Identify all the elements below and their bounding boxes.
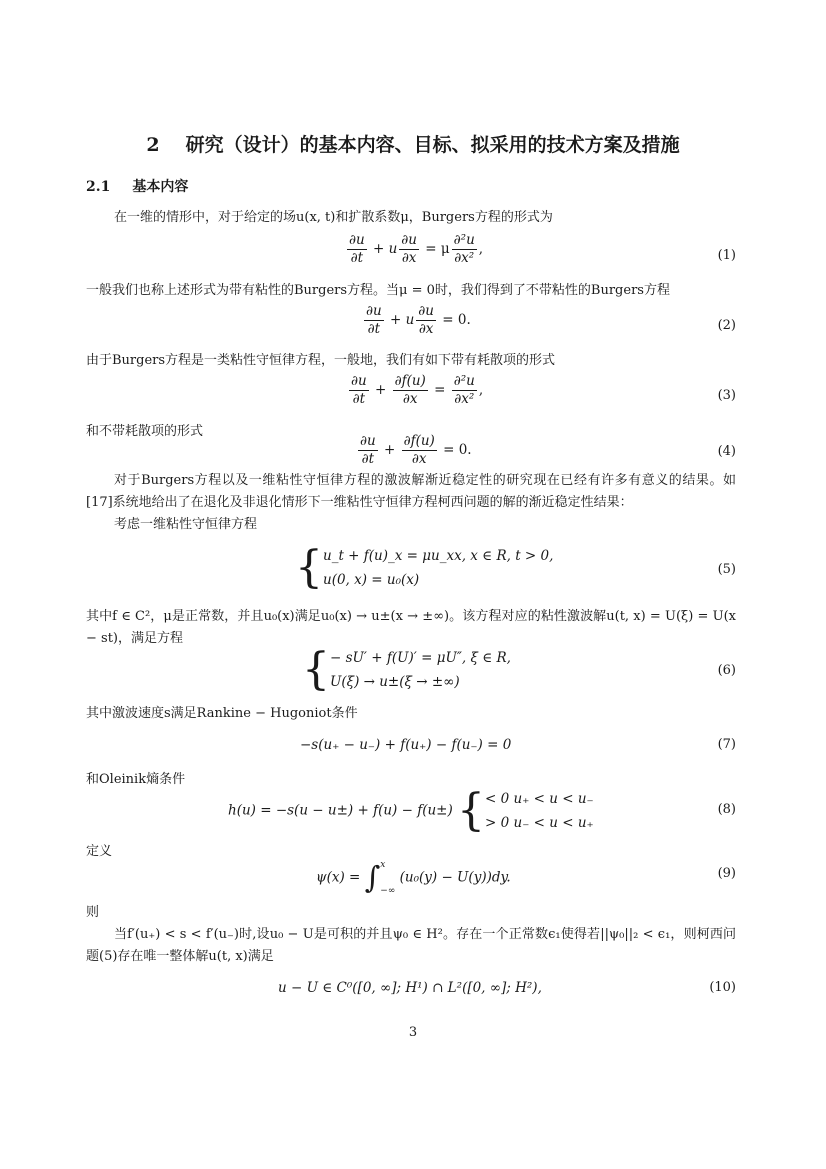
equation-10-number: (10) [709,980,736,995]
equation-5: { u_t + f(u)_x = μu_xx, x ∈ R, t > 0, u(0, x) = u₀(x) [295,542,554,593]
eq4-equals: = 0. [443,442,472,458]
equation-1-number: (1) [717,248,736,263]
page-number: 3 [408,1025,418,1040]
eq6-line-2: U(ξ) → u±(ξ → ±∞) [330,674,460,690]
equation-6-number: (6) [717,663,736,678]
subsection-title: 基本内容 [132,179,189,195]
paragraph-9: 和Oleinik熵条件 [86,772,186,787]
equation-9 [316,852,511,904]
equation-10: u − U ∈ C⁰([0, ∞]; H¹) ∩ L²([0, ∞]; H²), [278,980,542,996]
equation-8-number: (8) [717,802,736,817]
paragraph-10: 定义 [86,844,113,859]
paragraph-8: 其中激波速度s满足Rankine − Hugoniot条件 [86,706,358,721]
equation-3-number: (3) [717,388,736,403]
paragraph-1: 在一维的情形中，对于给定的场u(x, t)和扩散系数μ，Burgers方程的形式为 [114,210,553,225]
eq5-line-2: u(0, x) = u₀(x) [323,572,420,588]
eq9-lhs: ψ(x) = [316,869,361,886]
eq9-upper: x [380,860,386,870]
subsection-heading [86,176,188,196]
equation-2: $\frac{\partial u}{\partial t}$ + u $\frac{\partial u}{\partial x}$ = 0. [366,303,471,337]
eq1-comma: , [478,241,484,257]
subsection-number: 2.1 [86,179,111,195]
paragraph-11: 则 [86,905,100,920]
paragraph-3: 由于Burgers方程是一类粘性守恒律方程，一般地，我们有如下带有耗散项的形式 [86,353,556,368]
eq8-lhs: h(u) = −s(u − u±) + f(u) − f(u±) [228,802,453,819]
paragraph-12: 当f′(u₊) < s < f′(u₋)时,设u₀ − U是可积的并且ψ₀ ∈ H²。存在一个正常数ϵ₁使得若||ψ₀||₂ < ϵ₁，则柯西问题(5)存在唯一整体解u(t, x)满足 [86,927,736,964]
equation-8: h(u) = −s(u − u±) + f(u) − f(u±) { < 0 u₊ < u < u₋ > 0 u₋ < u < u₊ [228,785,594,836]
eq6-line-1: − sU′ + f(U)′ = μU″, ξ ∈ R, [330,650,511,666]
equation-2-number: (2) [717,318,736,333]
equation-9-number: (9) [717,866,736,881]
section-number: 2 [146,134,160,156]
equation-7-number: (7) [717,737,736,752]
paragraph-7: 其中f ∈ C²，μ是正常数，并且u₀(x)满足u₀(x) → u±(x → ±∞)。该方程对应的粘性激波解u(t, x) = U(ξ) = U(x − st)，满足方程 [86,609,736,646]
section-heading [0,130,826,157]
paragraph-5: 对于Burgers方程以及一维粘性守恒律方程的激波解渐近稳定性的研究现在已经有许多有意义的结果。如[17]系统地给出了在退化及非退化情形下一维粘性守恒律方程柯西问题的解的渐近稳定性结果： [86,473,736,510]
integral-sign: ∫ [364,860,381,896]
paragraph-2: 一般我们也称上述形式为带有粘性的Burgers方程。当μ = 0时，我们得到了不带粘性的Burgers方程 [86,283,670,298]
equation-4-number: (4) [717,444,736,459]
paragraph-4: 和不带耗散项的形式 [86,424,204,439]
eq9-integrand: (u₀(y) − U(y))dy. [399,869,511,886]
eq9-lower: −∞ [380,886,396,896]
eq5-line-1: u_t + f(u)_x = μu_xx, x ∈ R, t > 0, [323,548,554,564]
eq2-equals: = 0. [442,312,471,328]
eq8-case-1: < 0 u₊ < u < u₋ [485,791,594,807]
equation-4: $\frac{\partial u}{\partial t}$ + $\frac{\partial f(u)}{\partial x}$ = 0. [360,433,472,467]
equation-6: { − sU′ + f(U)′ = μU″, ξ ∈ R, U(ξ) → u±(ξ → ±∞) [302,644,511,695]
eq3-comma: , [478,382,484,398]
equation-3: $\frac{\partial u}{\partial t}$ + $\frac{\partial f(u)}{\partial x}$ = $\frac{\text{∂²u}}{\text{∂x²}}$ , [351,373,484,407]
equation-5-number: (5) [717,562,736,577]
eq8-case-2: > 0 u₋ < u < u₊ [485,815,594,831]
equation-1: $\frac{\partial u}{\partial t}$ + u $\frac{\partial u}{\partial x}$ = μ $\frac{\text{∂²u}}{\text{∂x²}}$ , [349,232,484,266]
section-title: 研究（设计）的基本内容、目标、拟采用的技术方案及措施 [185,134,680,156]
eq1-equals: = μ [425,241,450,257]
paragraph-6: 考虑一维粘性守恒律方程 [114,517,258,532]
equation-7: −s(u₊ − u₋) + f(u₊) − f(u₋) = 0 [300,737,512,753]
